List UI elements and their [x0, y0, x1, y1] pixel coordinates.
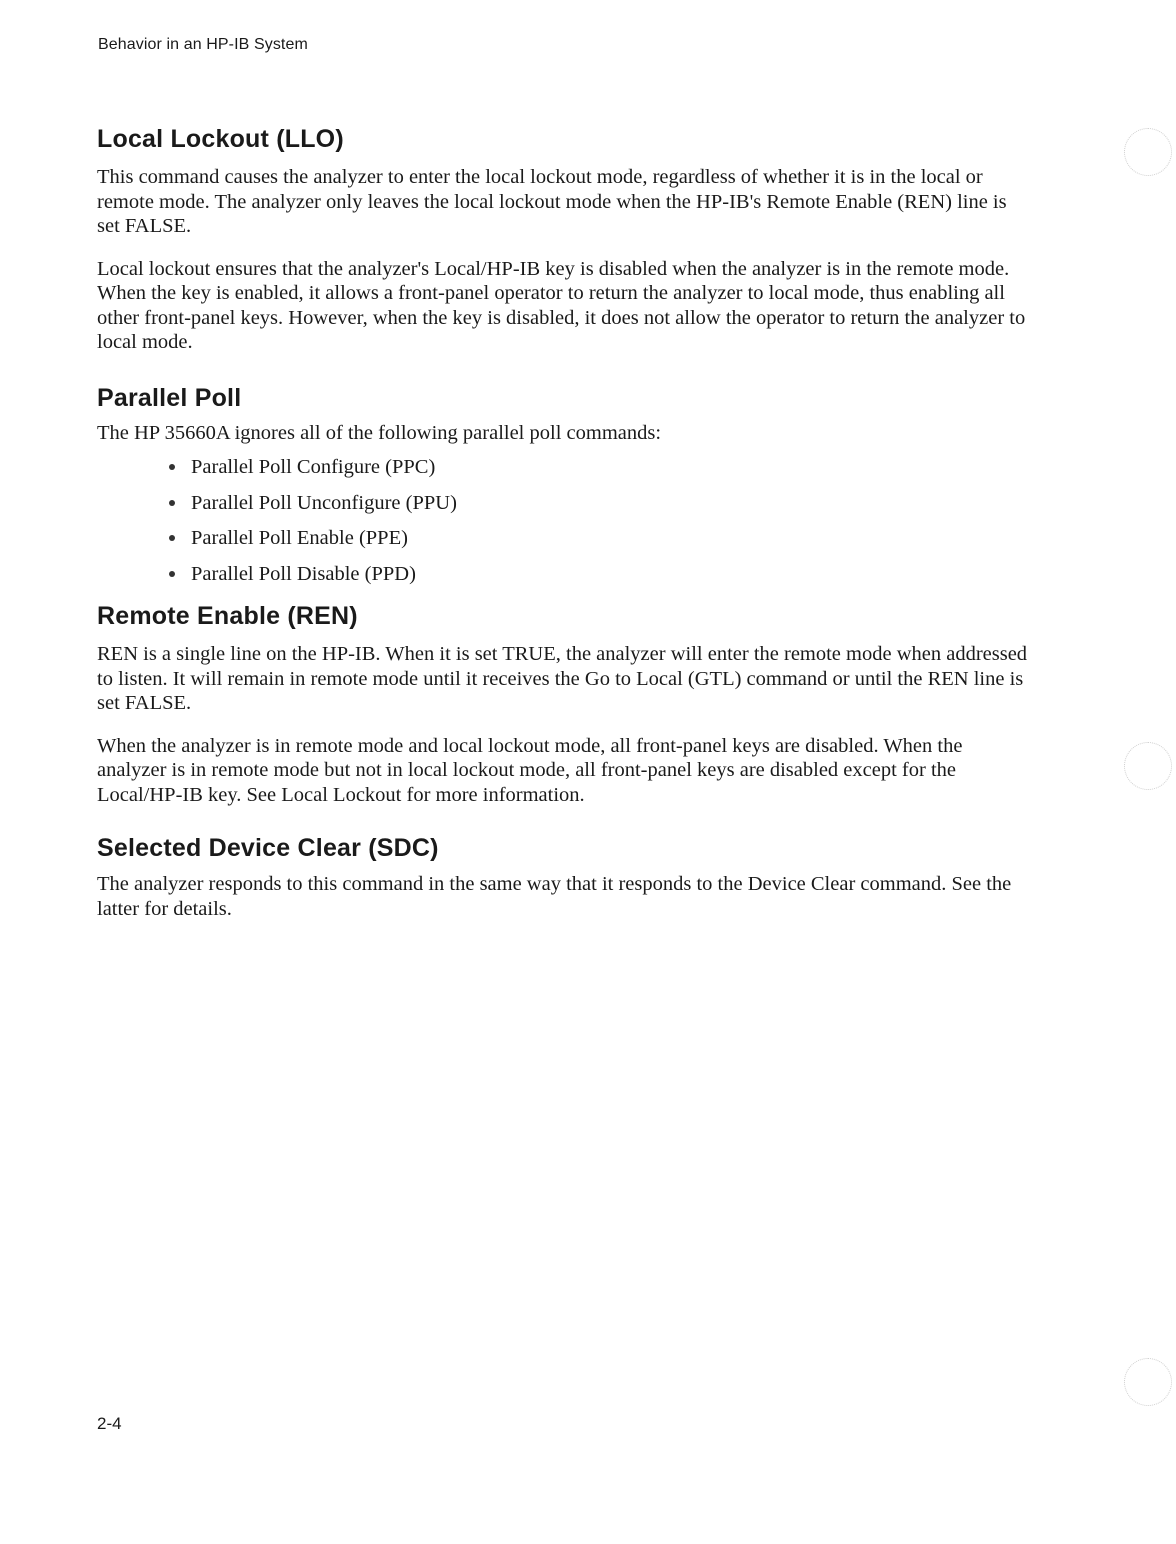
running-header: Behavior in an HP-IB System	[98, 36, 308, 53]
list-item-text: Parallel Poll Disable (PPD)	[191, 562, 416, 585]
paragraph-sdc-1: The analyzer responds to this command in the same way that it responds to the Device Clear command. See the latter for details.	[97, 873, 1012, 920]
heading-selected-device-clear: Selected Device Clear (SDC)	[97, 834, 439, 862]
page-number: 2-4	[97, 1414, 122, 1433]
bullet-icon	[169, 464, 175, 470]
punch-hole-bottom	[1124, 1358, 1172, 1406]
section-remote-enable	[97, 597, 1032, 807]
bullet-icon	[169, 500, 175, 506]
bullet-icon	[169, 571, 175, 577]
paragraph-parallel-poll-intro: The HP 35660A ignores all of the following parallel poll commands:	[97, 421, 662, 444]
list-item	[169, 455, 1032, 479]
page-content	[97, 120, 1032, 921]
paragraph-llo-1: This command causes the analyzer to enter the local lockout mode, regardless of whether it is in the local or remote mode. The analyzer only leaves the local lockout mode when the HP-IB's Remote Enable (REN) line is set FALSE.	[97, 166, 1007, 237]
section-local-lockout	[97, 120, 1032, 355]
list-item-text: Parallel Poll Configure (PPC)	[191, 456, 436, 478]
list-item-text: Parallel Poll Enable (PPE)	[191, 527, 408, 549]
bullet-icon	[169, 535, 175, 541]
heading-local-lockout: Local Lockout (LLO)	[97, 125, 344, 153]
parallel-poll-list	[97, 455, 1032, 586]
list-item	[169, 491, 1032, 515]
heading-remote-enable: Remote Enable (REN)	[97, 602, 358, 630]
punch-hole-middle	[1124, 742, 1172, 790]
heading-parallel-poll: Parallel Poll	[97, 383, 242, 412]
paragraph-llo-2: Local lockout ensures that the analyzer's Local/HP-IB key is disabled when the analyzer is in the remote mode. When the key is enabled, it allows a front-panel operator to return the analyzer to local mode, thus enabling all other front-panel keys. However, when the key is disabled, it does not allow the operator to return the analyzer to local mode.	[97, 257, 1026, 353]
paragraph-ren-1: REN is a single line on the HP-IB. When it is set TRUE, the analyzer will enter the remote mode when addressed to listen. It will remain in remote mode until it receives the Go to Local (GTL) command or until the REN line is set FALSE.	[97, 643, 1028, 714]
punch-hole-top	[1124, 128, 1172, 176]
list-item-text: Parallel Poll Unconfigure (PPU)	[191, 491, 457, 514]
section-parallel-poll	[97, 379, 1032, 586]
paragraph-ren-2: When the analyzer is in remote mode and local lockout mode, all front-panel keys are disabled. When the analyzer is in remote mode but not in local lockout mode, all front-panel keys are disabled except for the Local/HP-IB key. See Local Lockout for more information.	[97, 734, 963, 806]
list-item	[169, 562, 1032, 586]
list-item	[169, 526, 1032, 550]
section-selected-device-clear	[97, 829, 1032, 921]
